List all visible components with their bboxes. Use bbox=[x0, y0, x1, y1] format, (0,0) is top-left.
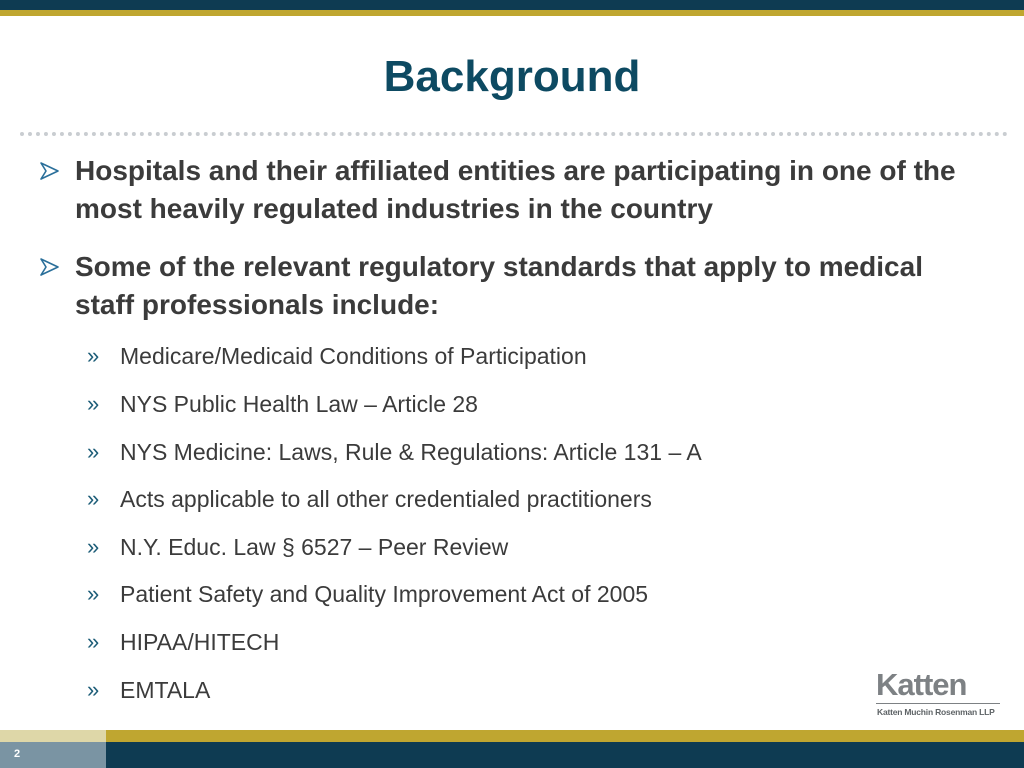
page-number: 2 bbox=[14, 748, 21, 760]
sub-bullet-public-health-law bbox=[87, 390, 887, 418]
arrow-bullet-icon bbox=[38, 257, 60, 277]
top-bar-gold bbox=[0, 10, 1024, 16]
logo-rule bbox=[876, 703, 1000, 704]
sub-bullet-hipaa bbox=[87, 628, 887, 656]
footer-light-band bbox=[0, 730, 106, 742]
chevron-bullet-icon: » bbox=[87, 534, 100, 559]
logo-wordmark: Katten bbox=[876, 667, 967, 702]
chevron-bullet-icon: » bbox=[87, 439, 100, 464]
chevron-bullet-icon: » bbox=[87, 343, 100, 368]
sub-bullet-other-practitioners bbox=[87, 485, 887, 513]
top-bar-dark bbox=[0, 0, 1024, 10]
sub-bullet-text: Acts applicable to all other credentialed practitioners bbox=[120, 486, 652, 512]
footer-gold-band bbox=[0, 730, 1024, 742]
logo-subtitle: Katten Muchin Rosenman LLP bbox=[877, 707, 995, 717]
sub-bullet-text: NYS Public Health Law – Article 28 bbox=[120, 391, 478, 417]
title-divider bbox=[20, 132, 1008, 136]
sub-bullet-text: NYS Medicine: Laws, Rule & Regulations: Article 131 – A bbox=[120, 439, 702, 465]
sub-bullet-nys-medicine bbox=[87, 438, 887, 466]
chevron-bullet-icon: » bbox=[87, 391, 100, 416]
sub-bullet-medicare bbox=[87, 342, 887, 370]
slide-title: Background bbox=[383, 52, 641, 101]
sub-bullet-peer-review bbox=[87, 533, 887, 561]
sub-bullet-text: Patient Safety and Quality Improvement Act of 2005 bbox=[120, 581, 649, 607]
sub-bullet-text: HIPAA/HITECH bbox=[120, 629, 280, 655]
sub-bullet-text: EMTALA bbox=[120, 677, 211, 703]
bullet-text: Hospitals and their affiliated entities are participating in one of the most heavily regulated industries in the country bbox=[75, 155, 956, 224]
bullet-hospitals bbox=[38, 152, 988, 228]
chevron-bullet-icon: » bbox=[87, 486, 100, 511]
sub-bullet-text: Medicare/Medicaid Conditions of Participation bbox=[120, 343, 587, 369]
katten-logo bbox=[876, 668, 1002, 720]
footer-dark-band bbox=[106, 742, 1024, 768]
chevron-bullet-icon: » bbox=[87, 677, 100, 702]
arrow-bullet-icon bbox=[38, 161, 60, 181]
bullet-text: Some of the relevant regulatory standards that apply to medical staff professionals include: bbox=[75, 251, 923, 320]
sub-bullet-patient-safety-act bbox=[87, 580, 887, 608]
bullet-regulatory-standards bbox=[38, 248, 988, 324]
chevron-bullet-icon: » bbox=[87, 581, 100, 606]
chevron-bullet-icon: » bbox=[87, 629, 100, 654]
sub-bullet-emtala bbox=[87, 676, 887, 704]
sub-bullet-text: N.Y. Educ. Law § 6527 – Peer Review bbox=[120, 534, 509, 560]
